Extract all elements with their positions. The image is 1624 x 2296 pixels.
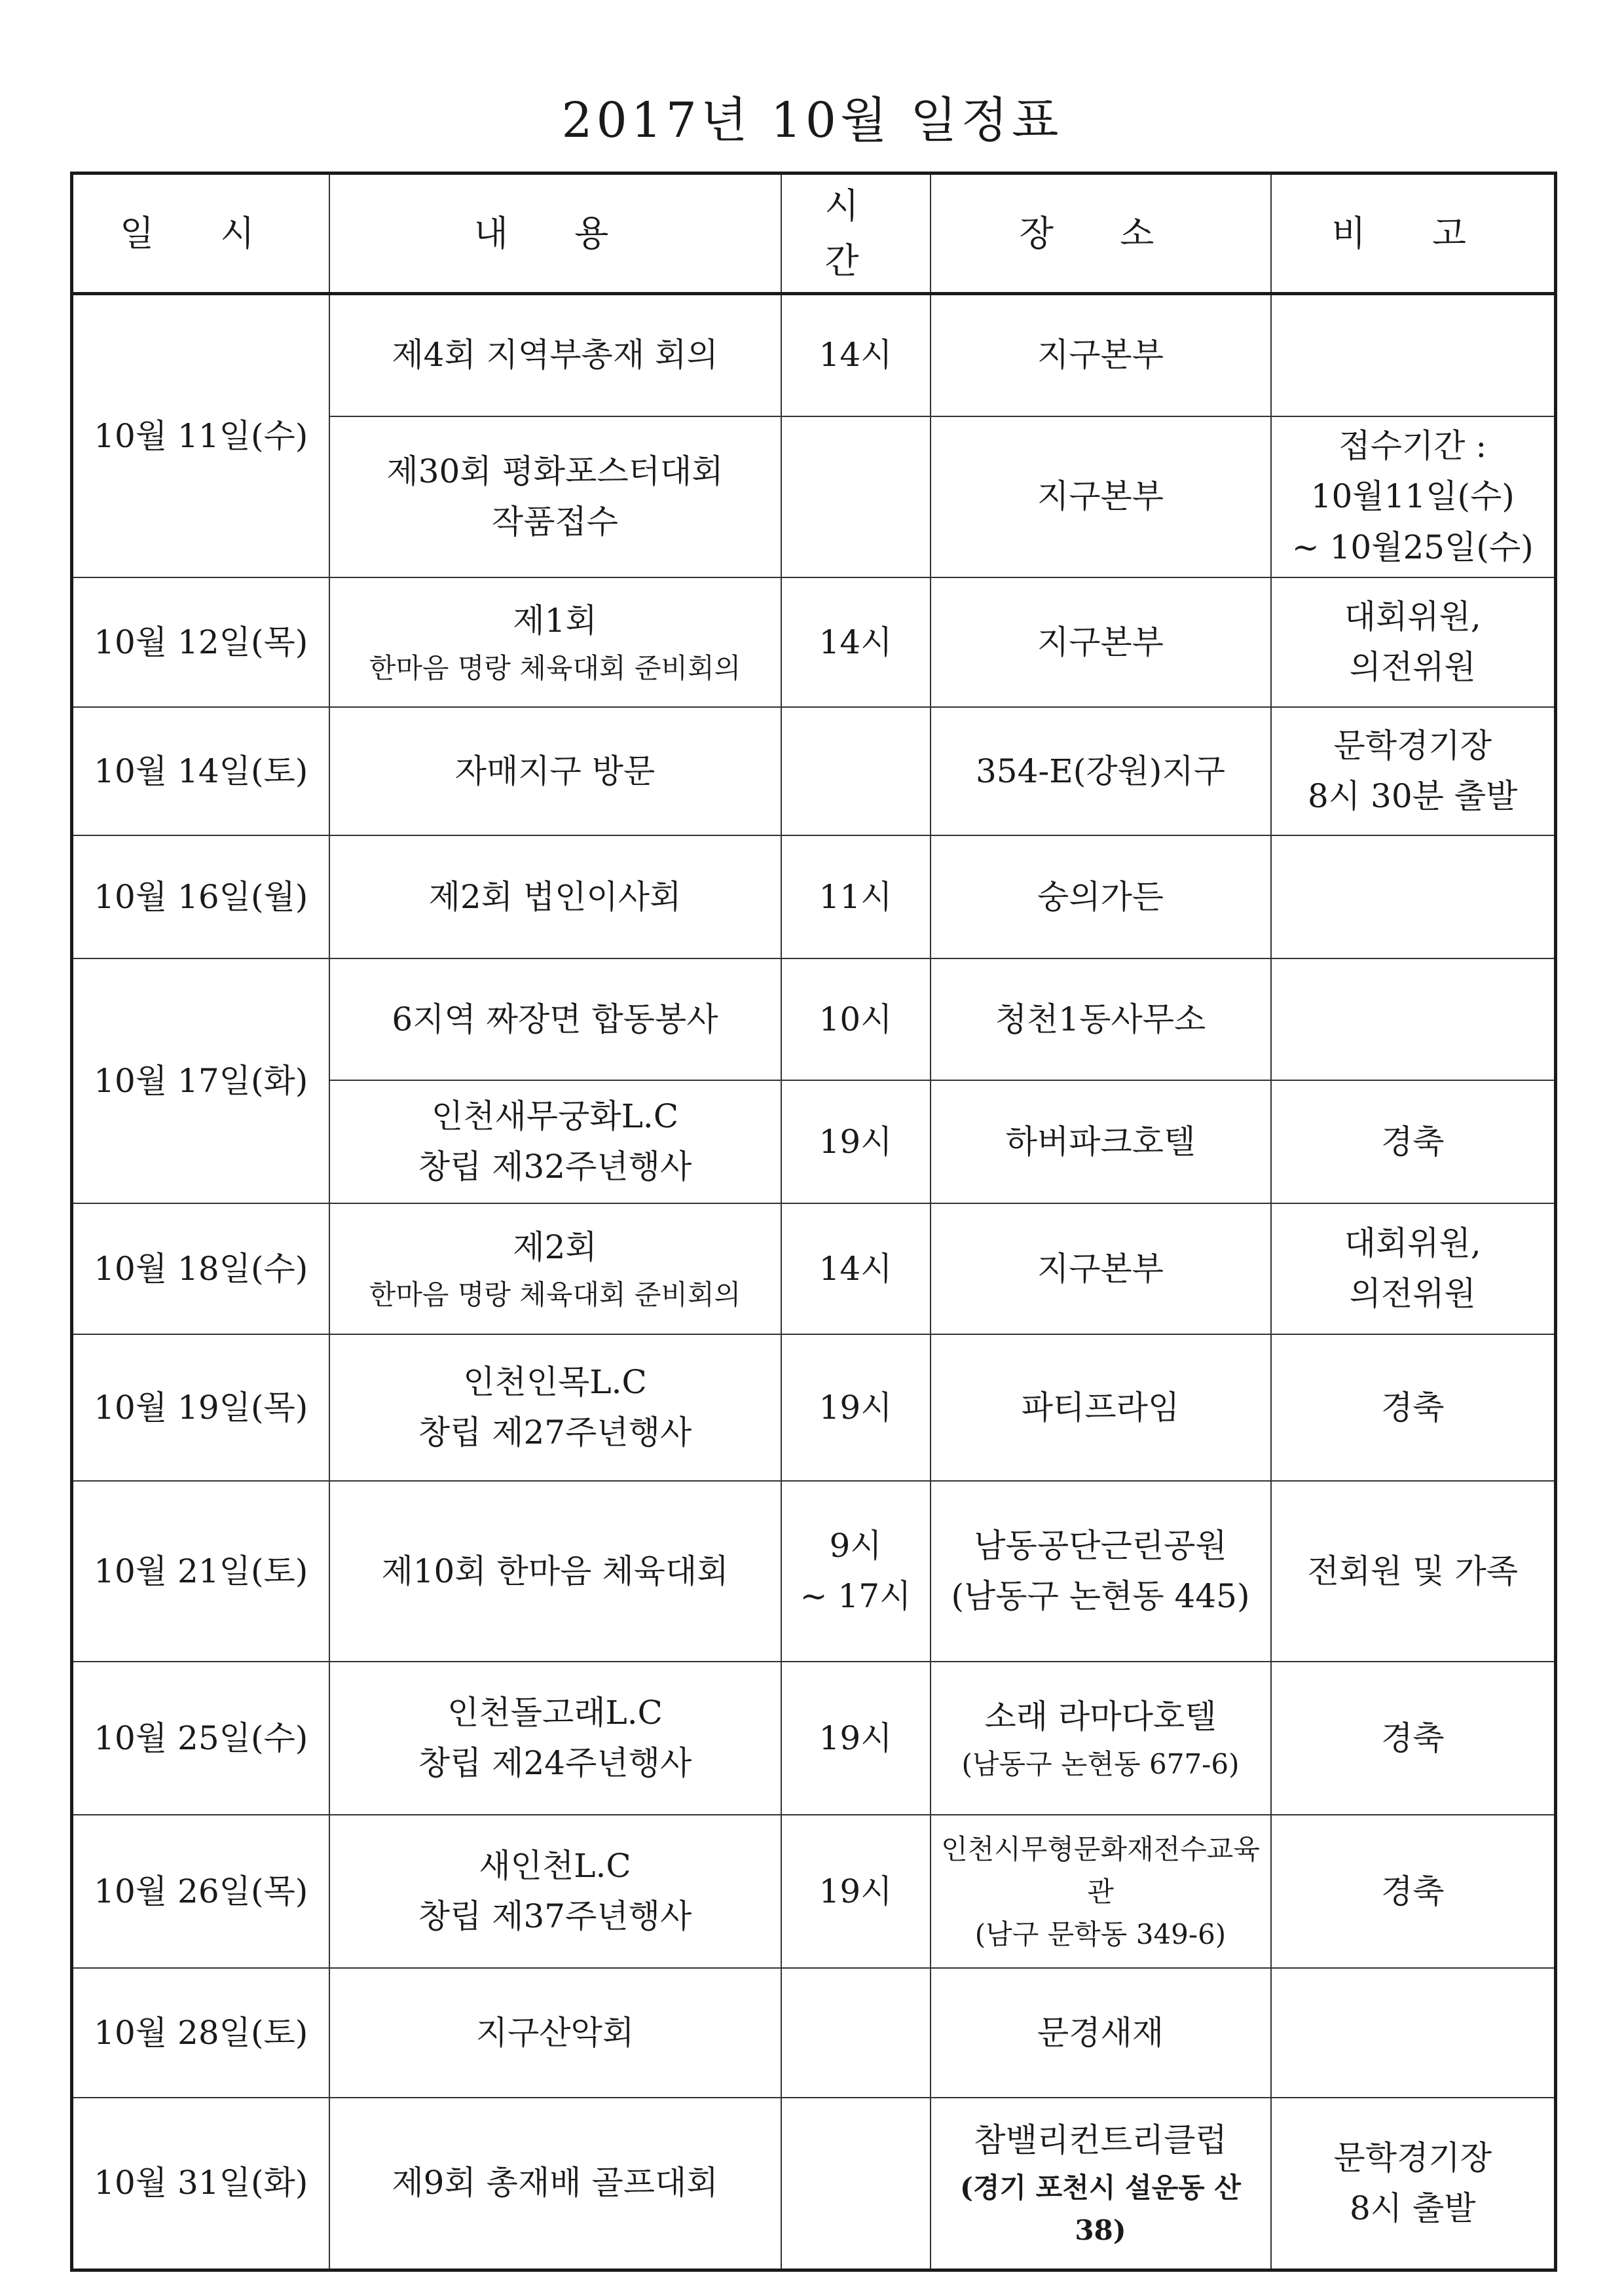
content-cell: 새인천L.C 창립 제37주년행사 <box>329 1815 781 1968</box>
time-cell: 19시 <box>781 1815 931 1968</box>
place-cell: 청천1동사무소 <box>931 958 1271 1080</box>
place-cell: 지구본부 <box>931 1203 1271 1334</box>
date-cell: 10월 14일(토) <box>72 707 329 835</box>
header-time: 시 간 <box>781 173 931 294</box>
time-cell <box>781 416 931 578</box>
time-cell: 10시 <box>781 958 931 1080</box>
header-content: 내 용 <box>329 173 781 294</box>
content-cell: 제2회 한마음 명랑 체육대회 준비회의 <box>329 1203 781 1334</box>
content-cell: 제2회 법인이사회 <box>329 835 781 958</box>
place-cell: 지구본부 <box>931 294 1271 416</box>
note-cell: 전회원 및 가족 <box>1271 1481 1556 1662</box>
time-cell: 14시 <box>781 294 931 416</box>
date-cell: 10월 21일(토) <box>72 1481 329 1662</box>
content-cell: 제30회 평화포스터대회 작품접수 <box>329 416 781 578</box>
time-cell <box>781 1968 931 2098</box>
content-cell: 제4회 지역부총재 회의 <box>329 294 781 416</box>
table-row <box>72 835 1556 958</box>
date-cell: 10월 25일(수) <box>72 1662 329 1815</box>
note-cell <box>1271 1968 1556 2098</box>
place-cell: 파티프라임 <box>931 1334 1271 1481</box>
place-cell: 숭의가든 <box>931 835 1271 958</box>
time-cell: 11시 <box>781 835 931 958</box>
note-cell: 경축 <box>1271 1662 1556 1815</box>
note-cell: 대회위원, 의전위원 <box>1271 577 1556 707</box>
date-cell: 10월 18일(수) <box>72 1203 329 1334</box>
place-cell: 남동공단근린공원 (남동구 논현동 445) <box>931 1481 1271 1662</box>
table-row <box>72 294 1556 416</box>
table-row <box>72 1968 1556 2098</box>
place-cell: 지구본부 <box>931 577 1271 707</box>
header-note: 비 고 <box>1271 173 1556 294</box>
content-cell: 6지역 짜장면 합동봉사 <box>329 958 781 1080</box>
content-cell: 인천새무궁화L.C 창립 제32주년행사 <box>329 1080 781 1203</box>
table-row <box>72 958 1556 1080</box>
time-cell: 19시 <box>781 1080 931 1203</box>
time-cell: 19시 <box>781 1662 931 1815</box>
content-cell: 제1회 한마음 명랑 체육대회 준비회의 <box>329 577 781 707</box>
table-row <box>72 577 1556 707</box>
time-cell <box>781 707 931 835</box>
note-cell: 경축 <box>1271 1080 1556 1203</box>
content-cell: 인천인목L.C 창립 제27주년행사 <box>329 1334 781 1481</box>
date-cell: 10월 17일(화) <box>72 958 329 1203</box>
page-title: 2017년 10월 일정표 <box>561 92 1063 149</box>
time-cell: 9시 ~ 17시 <box>781 1481 931 1662</box>
table-row <box>72 2098 1556 2270</box>
table-row <box>72 707 1556 835</box>
table-row <box>72 1662 1556 1815</box>
note-cell <box>1271 958 1556 1080</box>
table-row <box>72 1203 1556 1334</box>
note-cell: 문학경기장 8시 30분 출발 <box>1271 707 1556 835</box>
date-cell: 10월 12일(목) <box>72 577 329 707</box>
place-cell: 354-E(강원)지구 <box>931 707 1271 835</box>
content-cell: 인천돌고래L.C 창립 제24주년행사 <box>329 1662 781 1815</box>
note-cell <box>1271 294 1556 416</box>
note-cell: 경축 <box>1271 1334 1556 1481</box>
table-row <box>72 1481 1556 1662</box>
content-cell: 자매지구 방문 <box>329 707 781 835</box>
place-cell: 문경새재 <box>931 1968 1271 2098</box>
note-cell: 접수기간 : 10월11일(수) ~ 10월25일(수) <box>1271 416 1556 578</box>
note-cell <box>1271 835 1556 958</box>
note-cell: 문학경기장 8시 출발 <box>1271 2098 1556 2270</box>
time-cell: 14시 <box>781 577 931 707</box>
place-cell: 하버파크호텔 <box>931 1080 1271 1203</box>
date-cell: 10월 28일(토) <box>72 1968 329 2098</box>
date-cell: 10월 16일(월) <box>72 835 329 958</box>
header-place: 장 소 <box>931 173 1271 294</box>
content-cell: 제10회 한마음 체육대회 <box>329 1481 781 1662</box>
place-cell: 참밸리컨트리클럽 (경기 포천시 설운동 산 38) <box>931 2098 1271 2270</box>
time-cell: 14시 <box>781 1203 931 1334</box>
table-row <box>72 1815 1556 1968</box>
time-cell: 19시 <box>781 1334 931 1481</box>
date-cell: 10월 19일(목) <box>72 1334 329 1481</box>
content-cell: 지구산악회 <box>329 1968 781 2098</box>
note-cell: 경축 <box>1271 1815 1556 1968</box>
place-cell: 인천시무형문화재전수교육관 (남구 문학동 349-6) <box>931 1815 1271 1968</box>
date-cell: 10월 26일(목) <box>72 1815 329 1968</box>
date-cell: 10월 11일(수) <box>72 294 329 578</box>
table-row <box>72 1334 1556 1481</box>
content-cell: 제9회 총재배 골프대회 <box>329 2098 781 2270</box>
date-cell: 10월 31일(화) <box>72 2098 329 2270</box>
header-row <box>72 173 1556 294</box>
header-date: 일 시 <box>72 173 329 294</box>
schedule-table <box>70 172 1557 2272</box>
note-cell: 대회위원, 의전위원 <box>1271 1203 1556 1334</box>
place-cell: 지구본부 <box>931 416 1271 578</box>
place-cell: 소래 라마다호텔 (남동구 논현동 677-6) <box>931 1662 1271 1815</box>
time-cell <box>781 2098 931 2270</box>
